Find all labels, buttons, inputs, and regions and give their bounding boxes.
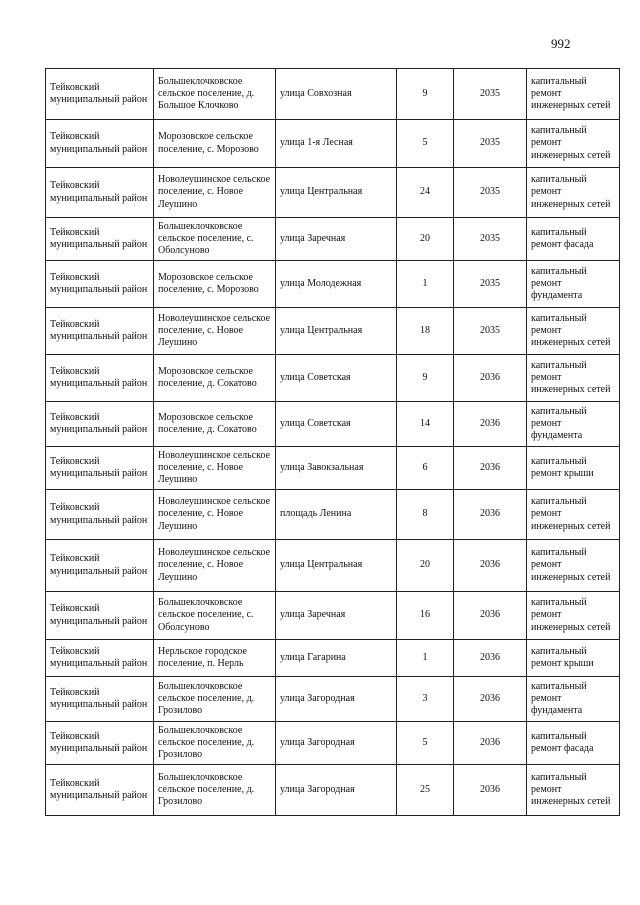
district-cell: Тейковский муниципальный район	[46, 168, 154, 218]
year-cell: 2035	[454, 69, 527, 120]
settlement-cell: Морозовское сельское поселение, д. Сокатово	[154, 355, 276, 402]
settlement-cell: Большеклочковское сельское поселение, с. Оболсуново	[154, 592, 276, 640]
work-type-cell: капитальный ремонт крыши	[527, 640, 620, 677]
work-type-cell: капитальный ремонт инженерных сетей	[527, 540, 620, 592]
settlement-cell: Морозовское сельское поселение, с. Морозово	[154, 261, 276, 308]
settlement-cell: Новолеушинское сельское поселение, с. Новое Леушино	[154, 540, 276, 592]
street-cell: площадь Ленина	[276, 490, 397, 540]
year-cell: 2036	[454, 592, 527, 640]
work-type-cell: капитальный ремонт инженерных сетей	[527, 765, 620, 816]
settlement-cell: Новолеушинское сельское поселение, с. Новое Леушино	[154, 168, 276, 218]
table-row	[46, 765, 620, 816]
settlement-cell: Большеклочковское сельское поселение, с. Оболсуново	[154, 218, 276, 261]
street-cell: улица Заречная	[276, 218, 397, 261]
district-cell: Тейковский муниципальный район	[46, 540, 154, 592]
street-cell: улица Советская	[276, 402, 397, 447]
year-cell: 2036	[454, 490, 527, 540]
year-cell: 2035	[454, 120, 527, 168]
year-cell: 2035	[454, 218, 527, 261]
house-number-cell: 5	[397, 722, 454, 765]
house-number-cell: 14	[397, 402, 454, 447]
year-cell: 2035	[454, 261, 527, 308]
housing-repair-table	[45, 68, 620, 816]
house-number-cell: 1	[397, 261, 454, 308]
page-number: 992	[551, 36, 571, 51]
year-cell: 2036	[454, 447, 527, 490]
house-number-cell: 8	[397, 490, 454, 540]
settlement-cell: Морозовское сельское поселение, с. Морозово	[154, 120, 276, 168]
street-cell: улица Загородная	[276, 765, 397, 816]
settlement-cell: Новолеушинское сельское поселение, с. Новое Леушино	[154, 490, 276, 540]
district-cell: Тейковский муниципальный район	[46, 69, 154, 120]
district-cell: Тейковский муниципальный район	[46, 261, 154, 308]
street-cell: улица Завокзальная	[276, 447, 397, 490]
street-cell: улица Загородная	[276, 722, 397, 765]
street-cell: улица Центральная	[276, 540, 397, 592]
table-row	[46, 447, 620, 490]
house-number-cell: 16	[397, 592, 454, 640]
house-number-cell: 9	[397, 69, 454, 120]
table-row	[46, 540, 620, 592]
house-number-cell: 3	[397, 677, 454, 722]
street-cell: улица Загородная	[276, 677, 397, 722]
work-type-cell: капитальный ремонт фундамента	[527, 677, 620, 722]
district-cell: Тейковский муниципальный район	[46, 722, 154, 765]
table-body	[46, 69, 620, 816]
street-cell: улица Молодежная	[276, 261, 397, 308]
work-type-cell: капитальный ремонт фундамента	[527, 402, 620, 447]
settlement-cell: Большеклочковское сельское поселение, д. Грозилово	[154, 722, 276, 765]
settlement-cell: Большеклочковское сельское поселение, д. Грозилово	[154, 677, 276, 722]
table-row	[46, 261, 620, 308]
work-type-cell: капитальный ремонт инженерных сетей	[527, 120, 620, 168]
table-row	[46, 168, 620, 218]
district-cell: Тейковский муниципальный район	[46, 355, 154, 402]
district-cell: Тейковский муниципальный район	[46, 120, 154, 168]
year-cell: 2035	[454, 168, 527, 218]
house-number-cell: 24	[397, 168, 454, 218]
table-row	[46, 402, 620, 447]
table-row	[46, 722, 620, 765]
settlement-cell: Нерльское городское поселение, п. Нерль	[154, 640, 276, 677]
table-row	[46, 490, 620, 540]
district-cell: Тейковский муниципальный район	[46, 640, 154, 677]
work-type-cell: капитальный ремонт инженерных сетей	[527, 490, 620, 540]
table-row	[46, 355, 620, 402]
work-type-cell: капитальный ремонт фундамента	[527, 261, 620, 308]
street-cell: улица Советская	[276, 355, 397, 402]
year-cell: 2036	[454, 677, 527, 722]
district-cell: Тейковский муниципальный район	[46, 592, 154, 640]
district-cell: Тейковский муниципальный район	[46, 765, 154, 816]
district-cell: Тейковский муниципальный район	[46, 677, 154, 722]
year-cell: 2036	[454, 640, 527, 677]
street-cell: улица Центральная	[276, 168, 397, 218]
work-type-cell: капитальный ремонт инженерных сетей	[527, 168, 620, 218]
work-type-cell: капитальный ремонт инженерных сетей	[527, 69, 620, 120]
work-type-cell: капитальный ремонт фасада	[527, 218, 620, 261]
district-cell: Тейковский муниципальный район	[46, 308, 154, 355]
work-type-cell: капитальный ремонт крыши	[527, 447, 620, 490]
settlement-cell: Большеклочковское сельское поселение, д. Большое Клочково	[154, 69, 276, 120]
year-cell: 2036	[454, 540, 527, 592]
table-row	[46, 308, 620, 355]
table-row	[46, 640, 620, 677]
house-number-cell: 9	[397, 355, 454, 402]
settlement-cell: Новолеушинское сельское поселение, с. Новое Леушино	[154, 308, 276, 355]
year-cell: 2035	[454, 308, 527, 355]
work-type-cell: капитальный ремонт инженерных сетей	[527, 592, 620, 640]
house-number-cell: 6	[397, 447, 454, 490]
house-number-cell: 1	[397, 640, 454, 677]
street-cell: улица Центральная	[276, 308, 397, 355]
street-cell: улица 1-я Лесная	[276, 120, 397, 168]
table-row	[46, 592, 620, 640]
house-number-cell: 25	[397, 765, 454, 816]
work-type-cell: капитальный ремонт фасада	[527, 722, 620, 765]
district-cell: Тейковский муниципальный район	[46, 402, 154, 447]
settlement-cell: Новолеушинское сельское поселение, с. Новое Леушино	[154, 447, 276, 490]
year-cell: 2036	[454, 402, 527, 447]
house-number-cell: 20	[397, 218, 454, 261]
settlement-cell: Большеклочковское сельское поселение, д. Грозилово	[154, 765, 276, 816]
work-type-cell: капитальный ремонт инженерных сетей	[527, 308, 620, 355]
table-row	[46, 120, 620, 168]
table-row	[46, 218, 620, 261]
house-number-cell: 5	[397, 120, 454, 168]
year-cell: 2036	[454, 355, 527, 402]
street-cell: улица Гагарина	[276, 640, 397, 677]
street-cell: улица Заречная	[276, 592, 397, 640]
street-cell: улица Совхозная	[276, 69, 397, 120]
year-cell: 2036	[454, 765, 527, 816]
table-row	[46, 677, 620, 722]
table-row	[46, 69, 620, 120]
house-number-cell: 18	[397, 308, 454, 355]
year-cell: 2036	[454, 722, 527, 765]
district-cell: Тейковский муниципальный район	[46, 447, 154, 490]
work-type-cell: капитальный ремонт инженерных сетей	[527, 355, 620, 402]
district-cell: Тейковский муниципальный район	[46, 490, 154, 540]
district-cell: Тейковский муниципальный район	[46, 218, 154, 261]
settlement-cell: Морозовское сельское поселение, д. Сокатово	[154, 402, 276, 447]
house-number-cell: 20	[397, 540, 454, 592]
